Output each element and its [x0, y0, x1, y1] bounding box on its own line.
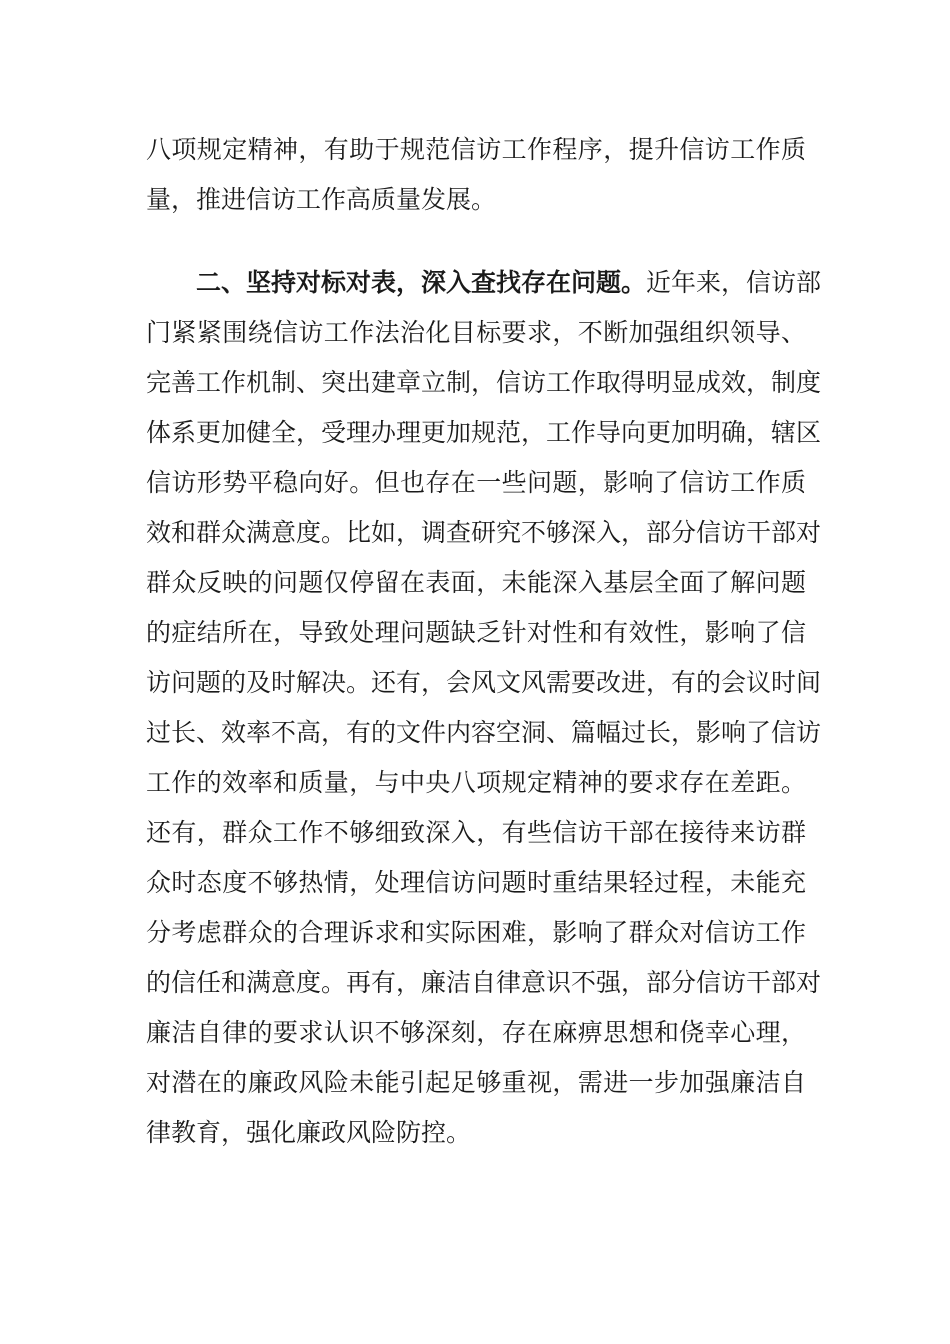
paragraph-2-line: 效和群众满意度。比如，调查研究不够深入，部分信访干部对: [146, 518, 822, 547]
paragraph-1-line: 量，推进信访工作高质量发展。: [146, 185, 497, 214]
paragraph-2-line: 工作的效率和质量，与中央八项规定精神的要求存在差距。: [146, 768, 806, 797]
paragraph-2-line: 还有，群众工作不够细致深入，有些信访干部在接待来访群: [146, 818, 806, 847]
paragraph-2-line: 的信任和满意度。再有，廉洁自律意识不强，部分信访干部对: [146, 968, 822, 997]
paragraph-2-line: 门紧紧围绕信访工作法治化目标要求，不断加强组织领导、: [146, 318, 806, 347]
paragraph-2-line: 对潜在的廉政风险未能引起足够重视，需进一步加强廉洁自: [146, 1068, 806, 1097]
section-heading: 二、坚持对标对表，深入查找存在问题。: [196, 268, 647, 297]
paragraph-2-line: 群众反映的问题仅停留在表面，未能深入基层全面了解问题: [146, 568, 806, 597]
paragraph-2-line: 律教育，强化廉政风险防控。: [146, 1118, 472, 1147]
paragraph-2-line: 廉洁自律的要求认识不够深刻，存在麻痹思想和侥幸心理，: [146, 1018, 806, 1047]
paragraph-2-line: 过长、效率不高，有的文件内容空洞、篇幅过长，影响了信访: [146, 718, 822, 747]
paragraph-2-first-line-text: 近年来，信访部: [646, 268, 822, 297]
paragraph-2-first-line: [146, 258, 822, 308]
paragraph-2-line: 的症结所在，导致处理问题缺乏针对性和有效性，影响了信: [146, 618, 806, 647]
paragraph-2-line: 访问题的及时解决。还有，会风文风需要改进，有的会议时间: [146, 668, 822, 697]
paragraph-2-line: 众时态度不够热情，处理信访问题时重结果轻过程，未能充: [146, 868, 806, 897]
paragraph-2-line: 完善工作机制、突出建章立制，信访工作取得明显成效，制度: [146, 368, 822, 397]
paragraph-2-line: 体系更加健全，受理办理更加规范，工作导向更加明确，辖区: [146, 418, 822, 447]
paragraph-1: [146, 125, 806, 225]
paragraph-1-line: 八项规定精神，有助于规范信访工作程序，提升信访工作质: [146, 135, 806, 164]
paragraph-2: [146, 258, 822, 1158]
paragraph-2-line: 信访形势平稳向好。但也存在一些问题，影响了信访工作质: [146, 468, 806, 497]
paragraph-2-line: 分考虑群众的合理诉求和实际困难，影响了群众对信访工作: [146, 918, 806, 947]
